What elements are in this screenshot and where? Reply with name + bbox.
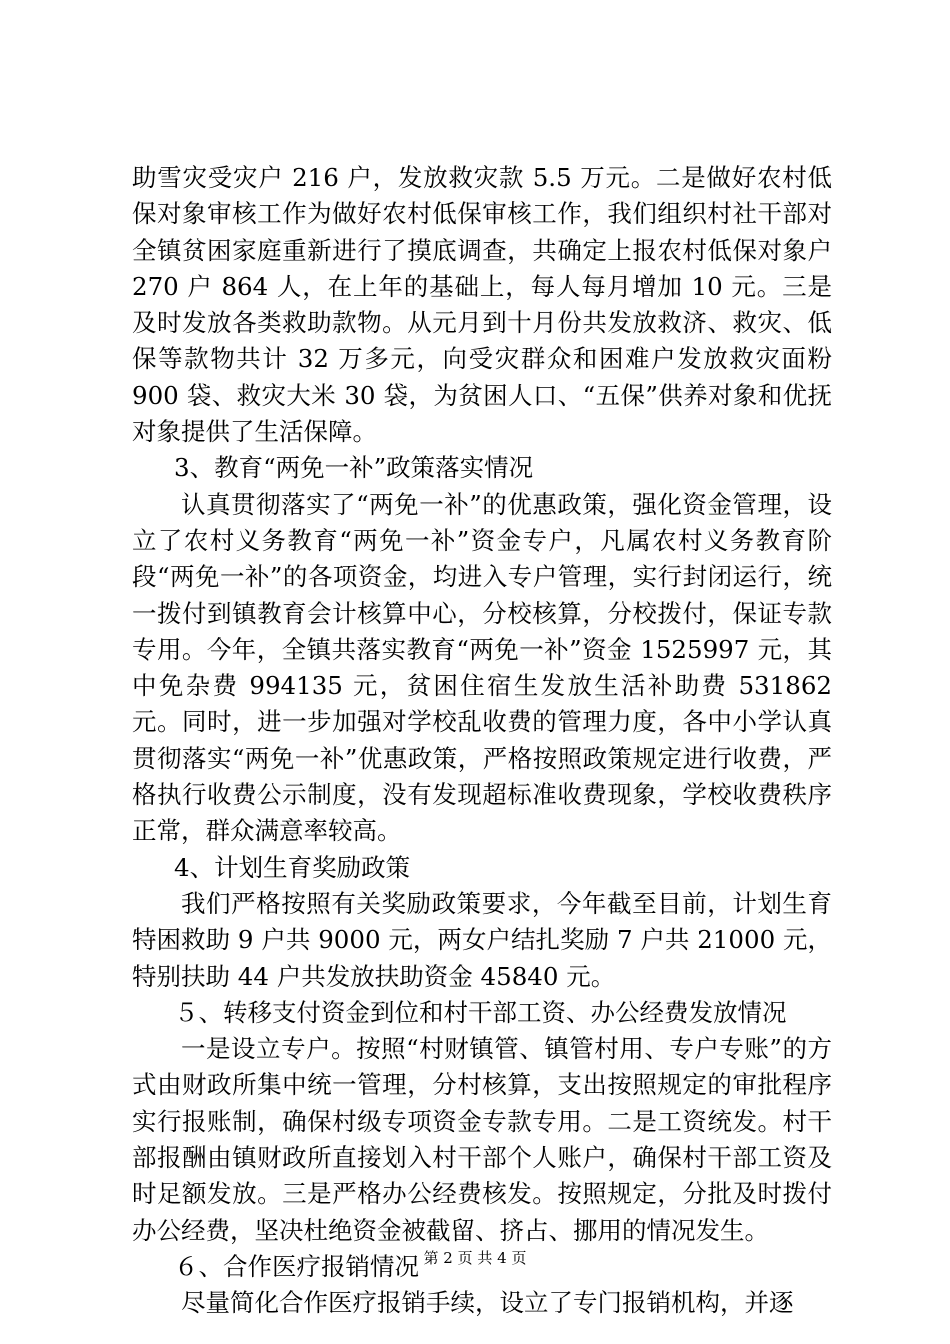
heading-family-planning: 4、计划生育奖励政策 [174, 852, 411, 882]
document-body [132, 160, 832, 1322]
paragraph-relief-continued: 助雪灾受灾户 216 户，发放救灾款 5.5 万元。二是做好农村低保对象审核工作为做好农村低保审核工作，我们组织村社干部对全镇贫困家庭重新进行了摸底调查，共确定上报农村低保对象户 270 户 864 人，在上年的基础上，每人每月增加 10 元。三是及时发放各类救助款物。从元月到十月份共发放救济、救灾、低保等款物共计 32 万多元，向受灾群众和困难户发放救灾面粉 900 袋、救灾大米 30 袋，为贫困人口、“五保”供养对象和优抚对象提供了生活保障。 [132, 163, 832, 447]
paragraph-education-policy: 认真贯彻落实了“两免一补”的优惠政策，强化资金管理，设立了农村义务教育“两免一补”资金专户，凡属农村义务教育阶段“两免一补”的各项资金，均进入专户管理，实行封闭运行，统一拨付到镇教育会计核算中心，分校核算，分校拨付，保证专款专用。今年，全镇共落实教育“两免一补”资金 1525997 元，其中免杂费 994135 元，贫困住宿生发放生活补助费 531862 元。同时，进一步加强对学校乱收费的管理力度，各中小学认真贯彻落实“两免一补”优惠政策，严格按照政策规定进行收费，严格执行收费公示制度，没有发现超标准收费现象，学校收费秩序正常，群众满意率较高。 [132, 489, 832, 846]
heading-transfer-payment: ５、转移支付资金到位和村干部工资、办公经费发放情况 [174, 997, 787, 1027]
paragraph-transfer-payment: 一是设立专户。按照“村财镇管、镇管村用、专户专账”的方式由财政所集中统一管理，分村核算，支出按照规定的审批程序实行报账制，确保村级专项资金专款专用。二是工资统发。村干部报酬由镇财政所直接划入村干部个人账户，确保村干部工资及时足额发放。三是严格办公经费核发。按照规定，分批及时拨付办公经费，坚决杜绝资金被截留、挤占、挪用的情况发生。 [132, 1034, 832, 1245]
heading-medical-reimbursement: ６、合作医疗报销情况 [174, 1251, 419, 1281]
paragraph-family-planning: 我们严格按照有关奖励政策要求，今年截至目前，计划生育特困救助 9 户共 9000 元，两女户结扎奖励 7 户共 21000 元，特别扶助 44 户共发放扶助资金 45840 元。 [132, 888, 832, 991]
heading-education-policy: 3、教育“两免一补”政策落实情况 [174, 453, 534, 483]
page-footer: 第 2 页 共 4 页 [423, 1249, 527, 1267]
paragraph-medical-reimbursement: 尽量简化合作医疗报销手续，设立了专门报销机构，并逐 [181, 1288, 794, 1318]
